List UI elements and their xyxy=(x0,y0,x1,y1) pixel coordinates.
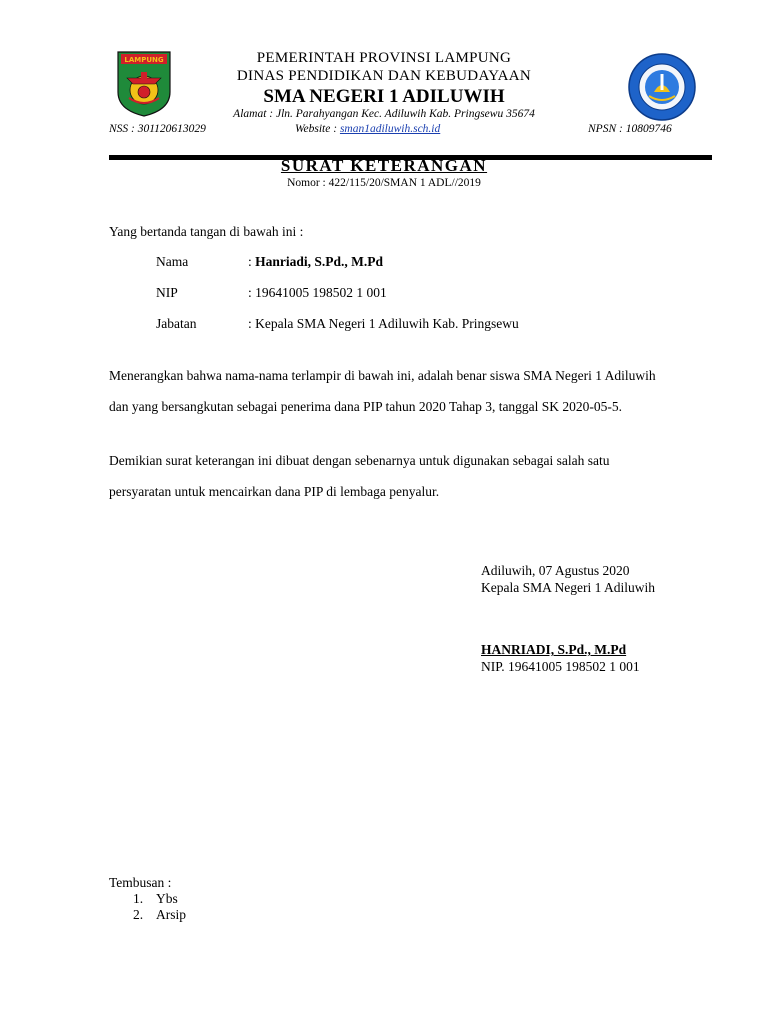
agency-heading: DINAS PENDIDIKAN DAN KEBUDAYAAN xyxy=(236,68,532,84)
letter-number: Nomor : 422/115/20/SMAN 1 ADL//2019 xyxy=(287,177,481,189)
government-heading: PEMERINTAH PROVINSI LAMPUNG xyxy=(256,50,512,66)
tembusan-item-number: 1. xyxy=(133,891,144,906)
school-name: SMA NEGERI 1 ADILUWIH xyxy=(263,86,505,107)
website-label: Website : xyxy=(295,123,338,135)
colon: : xyxy=(248,254,256,269)
svg-text:LAMPUNG: LAMPUNG xyxy=(124,56,164,64)
paragraph-2-line-2: persyaratan untuk mencairkan dana PIP di lembaga penyalur. xyxy=(109,484,440,499)
paragraph-1-line-1: Menerangkan bahwa nama-nama terlampir di bawah ini, adalah benar siswa SMA Negeri 1 Adiluwih xyxy=(109,368,656,383)
field-value-nama xyxy=(248,254,383,270)
nss-number: NSS : 301120613029 xyxy=(109,123,206,135)
website-info xyxy=(295,123,440,135)
signer-name-inline: Hanriadi, S.Pd., M.Pd xyxy=(255,254,384,269)
tembusan-item-number: 2. xyxy=(133,907,144,922)
opening-statement: Yang bertanda tangan di bawah ini : xyxy=(109,224,304,239)
tembusan-label: Tembusan : xyxy=(109,875,172,890)
website-link[interactable]: sman1adiluwih.sch.id xyxy=(339,123,441,135)
field-label-nip: NIP xyxy=(156,285,178,300)
paragraph-2-line-1: Demikian surat keterangan ini dibuat dengan sebenarnya untuk digunakan sebagai salah satu xyxy=(109,453,610,468)
field-value-nip: : 19641005 198502 1 001 xyxy=(248,285,387,300)
school-address: Alamat : Jln. Parahyangan Kec. Adiluwih Kab. Pringsewu 35674 xyxy=(233,108,535,120)
field-label-nama: Nama xyxy=(156,254,189,269)
npsn-number: NPSN : 10809746 xyxy=(588,123,672,135)
letter-title: SURAT KETERANGAN xyxy=(280,156,488,175)
place-date: Adiluwih, 07 Agustus 2020 xyxy=(481,563,630,578)
field-label-jabatan: Jabatan xyxy=(156,316,197,331)
field-value-jabatan: : Kepala SMA Negeri 1 Adiluwih Kab. Pringsewu xyxy=(248,316,519,331)
signer-nip: NIP. 19641005 198502 1 001 xyxy=(481,659,640,674)
signer-title: Kepala SMA Negeri 1 Adiluwih xyxy=(481,580,655,595)
tembusan-item: Ybs xyxy=(156,891,178,906)
paragraph-1-line-2: dan yang bersangkutan sebagai penerima dana PIP tahun 2020 Tahap 3, tanggal SK 2020-05-5. xyxy=(109,399,623,414)
signer-name: HANRIADI, S.Pd., M.Pd xyxy=(481,642,627,657)
tembusan-item: Arsip xyxy=(156,907,186,922)
